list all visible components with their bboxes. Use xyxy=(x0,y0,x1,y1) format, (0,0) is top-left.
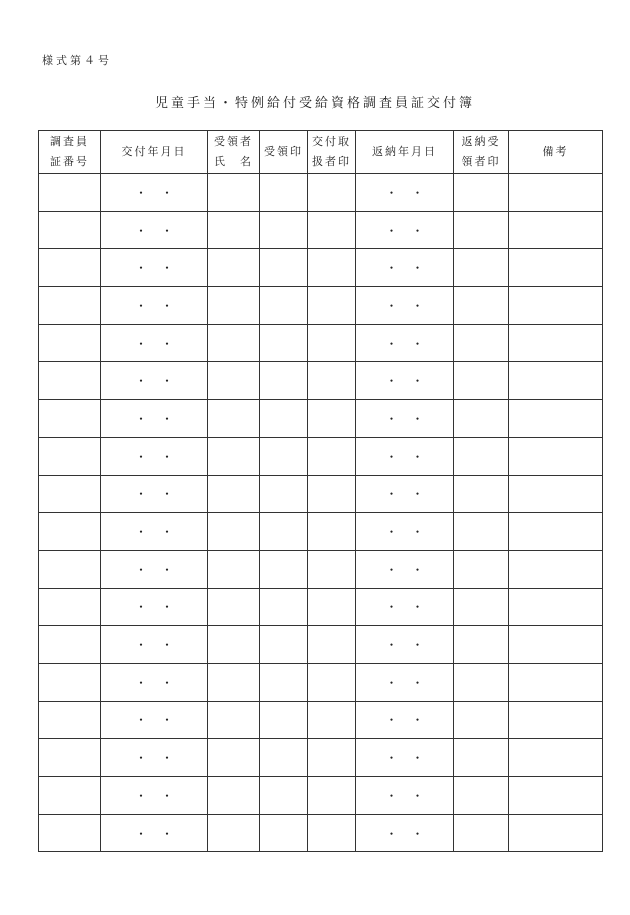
date-separator-dots: ・・ xyxy=(385,600,438,615)
table-row xyxy=(39,362,603,400)
date-separator-dots: ・・ xyxy=(134,411,187,426)
certificate-number-cell[interactable] xyxy=(39,626,101,664)
header-return-date-label: 返納年月日 xyxy=(372,145,437,158)
return-date-cell[interactable] xyxy=(356,287,454,325)
header-remarks xyxy=(509,131,603,174)
recipient-name-cell[interactable] xyxy=(208,663,260,701)
date-separator-dots: ・・ xyxy=(134,336,187,351)
recipient-name-cell[interactable] xyxy=(208,437,260,475)
receipt-seal-cell[interactable] xyxy=(260,777,308,815)
certificate-number-cell[interactable] xyxy=(39,324,101,362)
issuer-seal-cell[interactable] xyxy=(308,211,356,249)
issue-date-cell[interactable] xyxy=(101,362,208,400)
return-receiver-seal-cell[interactable] xyxy=(454,324,509,362)
return-receiver-seal-cell[interactable] xyxy=(454,475,509,513)
return-receiver-seal-cell[interactable] xyxy=(454,362,509,400)
return-date-cell[interactable] xyxy=(356,588,454,626)
certificate-number-cell[interactable] xyxy=(39,663,101,701)
date-separator-dots: ・・ xyxy=(134,487,187,502)
return-date-cell[interactable] xyxy=(356,550,454,588)
issue-date-cell[interactable] xyxy=(101,701,208,739)
issuer-seal-cell[interactable] xyxy=(308,475,356,513)
issue-date-cell[interactable] xyxy=(101,211,208,249)
date-separator-dots: ・・ xyxy=(134,374,187,389)
table-header-row xyxy=(39,131,603,174)
table-row xyxy=(39,249,603,287)
header-return-date xyxy=(356,131,454,174)
return-receiver-seal-cell[interactable] xyxy=(454,588,509,626)
remarks-cell[interactable] xyxy=(509,513,603,551)
issuer-seal-cell[interactable] xyxy=(308,588,356,626)
date-separator-dots: ・・ xyxy=(134,223,187,238)
receipt-seal-cell[interactable] xyxy=(260,663,308,701)
table-row xyxy=(39,626,603,664)
recipient-name-cell[interactable] xyxy=(208,174,260,212)
return-receiver-seal-cell[interactable] xyxy=(454,249,509,287)
table-row xyxy=(39,777,603,815)
return-receiver-seal-cell[interactable] xyxy=(454,626,509,664)
table-row xyxy=(39,287,603,325)
receipt-seal-cell[interactable] xyxy=(260,475,308,513)
table-row xyxy=(39,211,603,249)
return-date-cell[interactable] xyxy=(356,400,454,438)
header-certificate-number-line2: 証番号 xyxy=(50,155,89,168)
remarks-cell[interactable] xyxy=(509,437,603,475)
issue-date-cell[interactable] xyxy=(101,663,208,701)
date-separator-dots: ・・ xyxy=(385,298,438,313)
receipt-seal-cell[interactable] xyxy=(260,550,308,588)
date-separator-dots: ・・ xyxy=(134,675,187,690)
date-separator-dots: ・・ xyxy=(134,751,187,766)
date-separator-dots: ・・ xyxy=(385,185,438,200)
return-receiver-seal-cell[interactable] xyxy=(454,211,509,249)
certificate-number-cell[interactable] xyxy=(39,174,101,212)
return-date-cell[interactable] xyxy=(356,437,454,475)
return-date-cell[interactable] xyxy=(356,362,454,400)
table-row xyxy=(39,739,603,777)
remarks-cell[interactable] xyxy=(509,814,603,852)
certificate-number-cell[interactable] xyxy=(39,550,101,588)
issuer-seal-cell[interactable] xyxy=(308,777,356,815)
issuer-seal-cell[interactable] xyxy=(308,626,356,664)
recipient-name-cell[interactable] xyxy=(208,475,260,513)
certificate-number-cell[interactable] xyxy=(39,249,101,287)
remarks-cell[interactable] xyxy=(509,777,603,815)
issuer-seal-cell[interactable] xyxy=(308,324,356,362)
return-receiver-seal-cell[interactable] xyxy=(454,739,509,777)
issue-date-cell[interactable] xyxy=(101,588,208,626)
certificate-number-cell[interactable] xyxy=(39,513,101,551)
certificate-number-cell[interactable] xyxy=(39,437,101,475)
issuer-seal-cell[interactable] xyxy=(308,400,356,438)
date-separator-dots: ・・ xyxy=(134,638,187,653)
document-title: 児童手当・特例給付受給資格調査員証交付簿 xyxy=(154,96,475,111)
remarks-cell[interactable] xyxy=(509,701,603,739)
remarks-cell[interactable] xyxy=(509,362,603,400)
certificate-number-cell[interactable] xyxy=(39,739,101,777)
table-row xyxy=(39,475,603,513)
header-return-receiver-seal-line1: 返納受 xyxy=(461,135,501,148)
issuer-seal-cell[interactable] xyxy=(308,174,356,212)
issue-date-cell[interactable] xyxy=(101,626,208,664)
header-issuer-seal-line2: 扱者印 xyxy=(312,155,351,168)
receipt-seal-cell[interactable] xyxy=(260,211,308,249)
return-date-cell[interactable] xyxy=(356,249,454,287)
issuer-seal-cell[interactable] xyxy=(308,701,356,739)
issuer-seal-cell[interactable] xyxy=(308,249,356,287)
return-receiver-seal-cell[interactable] xyxy=(454,814,509,852)
certificate-number-cell[interactable] xyxy=(39,287,101,325)
issue-date-cell[interactable] xyxy=(101,475,208,513)
date-separator-dots: ・・ xyxy=(385,525,438,540)
date-separator-dots: ・・ xyxy=(385,223,438,238)
date-separator-dots: ・・ xyxy=(385,487,438,502)
receipt-seal-cell[interactable] xyxy=(260,174,308,212)
return-date-cell[interactable] xyxy=(356,475,454,513)
certificate-number-cell[interactable] xyxy=(39,211,101,249)
return-receiver-seal-cell[interactable] xyxy=(454,174,509,212)
date-separator-dots: ・・ xyxy=(385,374,438,389)
date-separator-dots: ・・ xyxy=(385,261,438,276)
issue-date-cell[interactable] xyxy=(101,249,208,287)
issuer-seal-cell[interactable] xyxy=(308,437,356,475)
return-date-cell[interactable] xyxy=(356,701,454,739)
header-return-receiver-seal xyxy=(454,131,509,174)
date-separator-dots: ・・ xyxy=(134,525,187,540)
certificate-number-cell[interactable] xyxy=(39,701,101,739)
header-receipt-seal-label: 受領印 xyxy=(264,145,303,158)
issue-date-cell[interactable] xyxy=(101,777,208,815)
date-separator-dots: ・・ xyxy=(134,600,187,615)
table-row xyxy=(39,701,603,739)
return-date-cell[interactable] xyxy=(356,513,454,551)
issue-date-cell[interactable] xyxy=(101,513,208,551)
return-date-cell[interactable] xyxy=(356,174,454,212)
remarks-cell[interactable] xyxy=(509,174,603,212)
header-issuer-seal-line1: 交付取 xyxy=(312,135,351,148)
date-separator-dots: ・・ xyxy=(385,751,438,766)
table-row xyxy=(39,513,603,551)
date-separator-dots: ・・ xyxy=(385,638,438,653)
recipient-name-cell[interactable] xyxy=(208,287,260,325)
receipt-seal-cell[interactable] xyxy=(260,324,308,362)
return-date-cell[interactable] xyxy=(356,324,454,362)
remarks-cell[interactable] xyxy=(509,739,603,777)
date-separator-dots: ・・ xyxy=(134,298,187,313)
issuer-seal-cell[interactable] xyxy=(308,362,356,400)
remarks-cell[interactable] xyxy=(509,287,603,325)
issue-date-cell[interactable] xyxy=(101,437,208,475)
date-separator-dots: ・・ xyxy=(134,713,187,728)
date-separator-dots: ・・ xyxy=(134,261,187,276)
remarks-cell[interactable] xyxy=(509,588,603,626)
receipt-seal-cell[interactable] xyxy=(260,626,308,664)
receipt-seal-cell[interactable] xyxy=(260,701,308,739)
header-issue-date xyxy=(101,131,208,174)
receipt-seal-cell[interactable] xyxy=(260,400,308,438)
recipient-name-cell[interactable] xyxy=(208,362,260,400)
issuer-seal-cell[interactable] xyxy=(308,663,356,701)
return-receiver-seal-cell[interactable] xyxy=(454,513,509,551)
receipt-seal-cell[interactable] xyxy=(260,814,308,852)
certificate-number-cell[interactable] xyxy=(39,475,101,513)
return-date-cell[interactable] xyxy=(356,211,454,249)
issue-date-cell[interactable] xyxy=(101,287,208,325)
date-separator-dots: ・・ xyxy=(134,826,187,841)
recipient-name-cell[interactable] xyxy=(208,814,260,852)
certificate-number-cell[interactable] xyxy=(39,588,101,626)
issue-date-cell[interactable] xyxy=(101,174,208,212)
table-row xyxy=(39,324,603,362)
return-date-cell[interactable] xyxy=(356,663,454,701)
header-certificate-number-line1: 調査員 xyxy=(50,135,89,148)
recipient-name-cell[interactable] xyxy=(208,777,260,815)
receipt-seal-cell[interactable] xyxy=(260,513,308,551)
return-date-cell[interactable] xyxy=(356,777,454,815)
date-separator-dots: ・・ xyxy=(385,788,438,803)
header-receipt-seal xyxy=(260,131,308,174)
form-number: 様式第４号 xyxy=(42,54,112,67)
certificate-number-cell[interactable] xyxy=(39,814,101,852)
return-receiver-seal-cell[interactable] xyxy=(454,287,509,325)
header-recipient-name xyxy=(208,131,260,174)
recipient-name-cell[interactable] xyxy=(208,588,260,626)
issuance-register-table xyxy=(38,130,603,852)
return-receiver-seal-cell[interactable] xyxy=(454,400,509,438)
date-separator-dots: ・・ xyxy=(134,449,187,464)
remarks-cell[interactable] xyxy=(509,400,603,438)
header-recipient-name-line2: 氏 名 xyxy=(214,155,253,168)
return-date-cell[interactable] xyxy=(356,814,454,852)
certificate-number-cell[interactable] xyxy=(39,777,101,815)
header-recipient-name-line1: 受領者 xyxy=(214,135,253,148)
issuer-seal-cell[interactable] xyxy=(308,739,356,777)
table-row xyxy=(39,174,603,212)
issue-date-cell[interactable] xyxy=(101,324,208,362)
receipt-seal-cell[interactable] xyxy=(260,287,308,325)
table-row xyxy=(39,588,603,626)
recipient-name-cell[interactable] xyxy=(208,626,260,664)
date-separator-dots: ・・ xyxy=(385,411,438,426)
return-receiver-seal-cell[interactable] xyxy=(454,663,509,701)
issue-date-cell[interactable] xyxy=(101,550,208,588)
date-separator-dots: ・・ xyxy=(385,675,438,690)
issuer-seal-cell[interactable] xyxy=(308,550,356,588)
certificate-number-cell[interactable] xyxy=(39,400,101,438)
receipt-seal-cell[interactable] xyxy=(260,739,308,777)
issue-date-cell[interactable] xyxy=(101,739,208,777)
table-row xyxy=(39,437,603,475)
receipt-seal-cell[interactable] xyxy=(260,362,308,400)
table-row xyxy=(39,814,603,852)
table-row xyxy=(39,400,603,438)
recipient-name-cell[interactable] xyxy=(208,249,260,287)
date-separator-dots: ・・ xyxy=(385,826,438,841)
recipient-name-cell[interactable] xyxy=(208,739,260,777)
header-certificate-number xyxy=(39,131,101,174)
issue-date-cell[interactable] xyxy=(101,400,208,438)
certificate-number-cell[interactable] xyxy=(39,362,101,400)
date-separator-dots: ・・ xyxy=(134,562,187,577)
remarks-cell[interactable] xyxy=(509,663,603,701)
table-row xyxy=(39,550,603,588)
header-issuer-seal xyxy=(308,131,356,174)
receipt-seal-cell[interactable] xyxy=(260,249,308,287)
remarks-cell[interactable] xyxy=(509,211,603,249)
return-receiver-seal-cell[interactable] xyxy=(454,777,509,815)
issuer-seal-cell[interactable] xyxy=(308,814,356,852)
date-separator-dots: ・・ xyxy=(385,713,438,728)
issue-date-cell[interactable] xyxy=(101,814,208,852)
issuer-seal-cell[interactable] xyxy=(308,513,356,551)
date-separator-dots: ・・ xyxy=(385,336,438,351)
header-issue-date-label: 交付年月日 xyxy=(121,145,187,158)
return-receiver-seal-cell[interactable] xyxy=(454,701,509,739)
header-return-receiver-seal-line2: 領者印 xyxy=(461,155,501,168)
receipt-seal-cell[interactable] xyxy=(260,588,308,626)
remarks-cell[interactable] xyxy=(509,324,603,362)
header-remarks-label: 備考 xyxy=(542,145,569,158)
remarks-cell[interactable] xyxy=(509,550,603,588)
date-separator-dots: ・・ xyxy=(134,788,187,803)
recipient-name-cell[interactable] xyxy=(208,324,260,362)
return-receiver-seal-cell[interactable] xyxy=(454,550,509,588)
recipient-name-cell[interactable] xyxy=(208,701,260,739)
recipient-name-cell[interactable] xyxy=(208,513,260,551)
receipt-seal-cell[interactable] xyxy=(260,437,308,475)
date-separator-dots: ・・ xyxy=(385,449,438,464)
recipient-name-cell[interactable] xyxy=(208,400,260,438)
recipient-name-cell[interactable] xyxy=(208,550,260,588)
date-separator-dots: ・・ xyxy=(385,562,438,577)
remarks-cell[interactable] xyxy=(509,475,603,513)
remarks-cell[interactable] xyxy=(509,249,603,287)
date-separator-dots: ・・ xyxy=(134,185,187,200)
recipient-name-cell[interactable] xyxy=(208,211,260,249)
table-row xyxy=(39,663,603,701)
return-receiver-seal-cell[interactable] xyxy=(454,437,509,475)
return-date-cell[interactable] xyxy=(356,626,454,664)
remarks-cell[interactable] xyxy=(509,626,603,664)
return-date-cell[interactable] xyxy=(356,739,454,777)
issuer-seal-cell[interactable] xyxy=(308,287,356,325)
table-body xyxy=(39,174,603,852)
